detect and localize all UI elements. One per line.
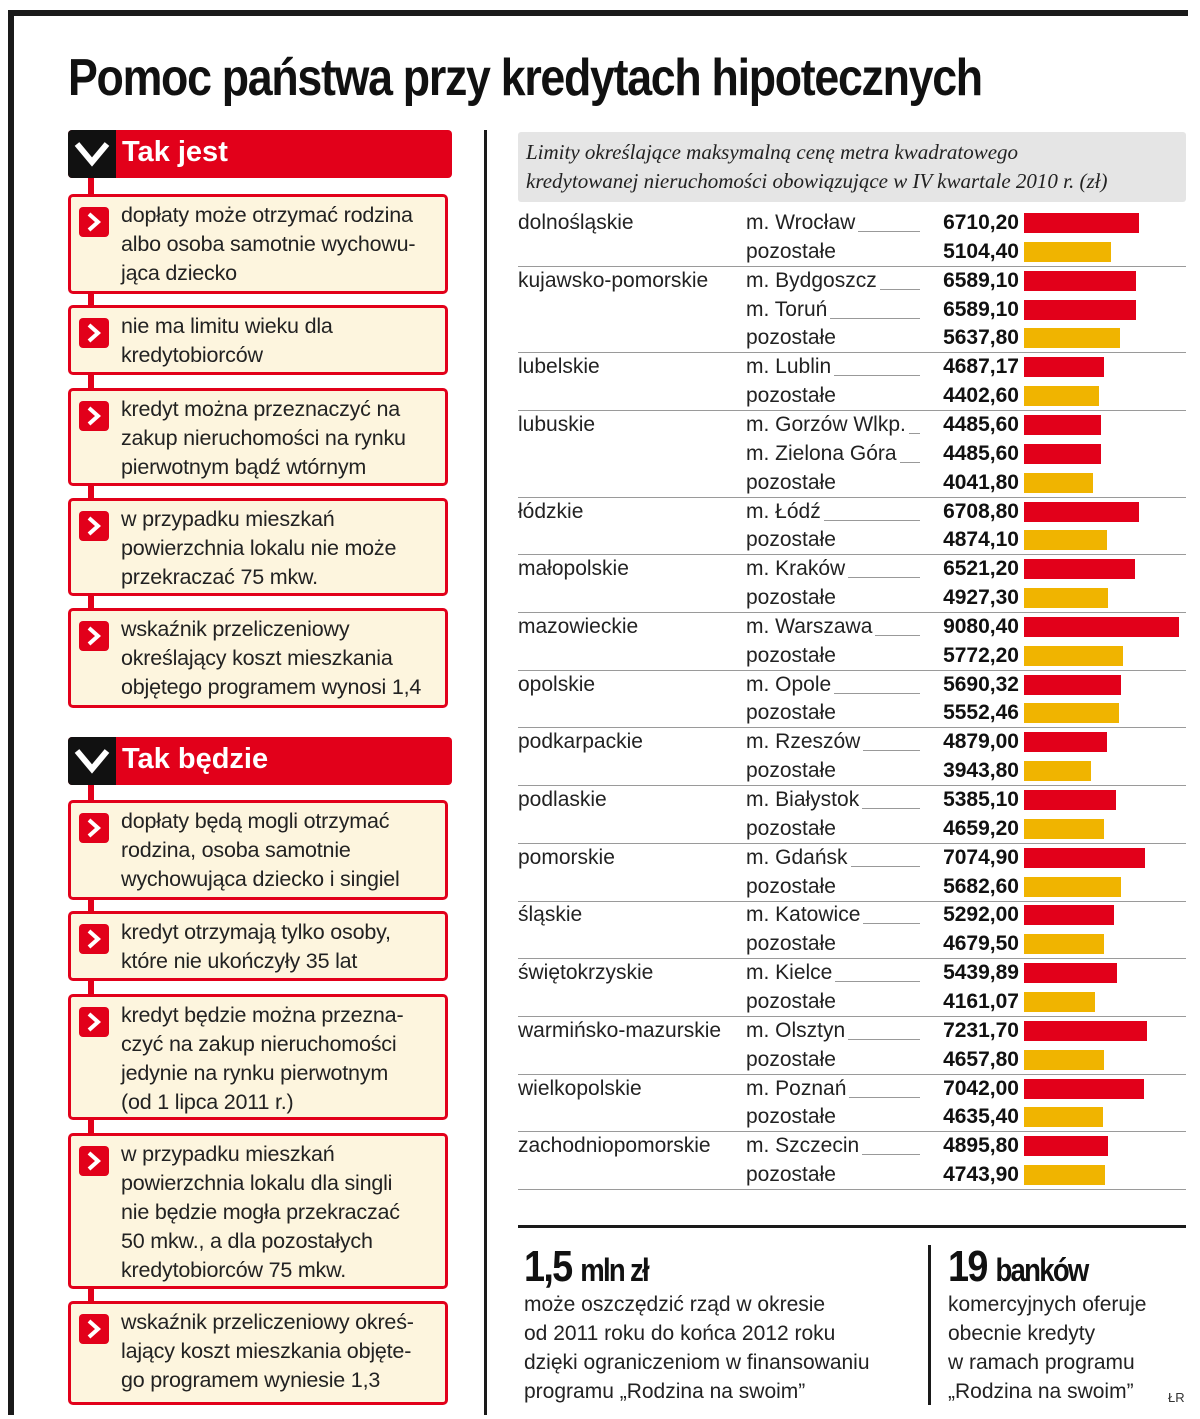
data-label: 4927,30 xyxy=(920,586,1019,610)
data-label: 4161,07 xyxy=(920,990,1019,1014)
table-row xyxy=(518,757,1186,786)
other-bar xyxy=(1024,1165,1105,1185)
table-row xyxy=(518,1046,1186,1075)
table-row xyxy=(518,613,1186,642)
table-row xyxy=(518,815,1186,844)
area-label: m. Wrocław xyxy=(746,211,858,235)
info-box xyxy=(68,994,448,1120)
other-bar xyxy=(1024,877,1121,897)
info-box-text: w przypadku mieszkań powierzchnia lokalu dla singli nie będzie mogła przekraczać 50 mkw., a dla pozostałych kredytobiorców 75 mkw. xyxy=(121,1142,400,1282)
voivodeship-label: zachodniopomorskie xyxy=(518,1134,711,1158)
table-row xyxy=(518,353,1186,382)
other-bar xyxy=(1024,761,1091,781)
other-bar xyxy=(1024,1050,1104,1070)
city-bar xyxy=(1024,502,1139,522)
stat-divider xyxy=(928,1245,931,1405)
data-label: 5772,20 xyxy=(920,644,1019,668)
table-row xyxy=(518,930,1186,959)
data-label: 4879,00 xyxy=(920,730,1019,754)
section-heading xyxy=(68,737,452,785)
data-label: 4485,60 xyxy=(920,442,1019,466)
area-label: m. Rzeszów xyxy=(746,730,863,754)
chevron-right-icon xyxy=(79,1146,109,1176)
chevron-right-icon xyxy=(79,207,109,237)
data-label: 4402,60 xyxy=(920,384,1019,408)
area-label: m. Bydgoszcz xyxy=(746,269,880,293)
data-label: 9080,40 xyxy=(920,615,1019,639)
area-label: pozostałe xyxy=(746,384,839,408)
info-box xyxy=(68,194,448,294)
area-label: pozostałe xyxy=(746,932,839,956)
data-label: 5292,00 xyxy=(920,903,1019,927)
area-label: m. Zielona Góra xyxy=(746,442,900,466)
data-label: 6521,20 xyxy=(920,557,1019,581)
table-row xyxy=(518,411,1186,440)
stat-savings-figure xyxy=(524,1242,821,1292)
table-row xyxy=(518,324,1186,353)
data-label: 5385,10 xyxy=(920,788,1019,812)
voivodeship-label: opolskie xyxy=(518,672,596,696)
other-bar xyxy=(1024,992,1095,1012)
data-label: 4635,40 xyxy=(920,1105,1019,1129)
table-row xyxy=(518,584,1186,613)
data-label: 6589,10 xyxy=(920,298,1019,322)
area-label: pozostałe xyxy=(746,326,839,350)
city-bar xyxy=(1024,1021,1147,1041)
table-row xyxy=(518,671,1186,700)
chevron-right-icon xyxy=(79,813,109,843)
city-bar xyxy=(1024,213,1139,233)
city-bar xyxy=(1024,271,1136,291)
data-label: 6589,10 xyxy=(920,269,1019,293)
other-bar xyxy=(1024,819,1104,839)
data-label: 4679,50 xyxy=(920,932,1019,956)
voivodeship-label: śląskie xyxy=(518,903,583,927)
chart-title: Limity określające maksymalną cenę metra kwadratowego kredytowanej nieruchomości obowiązujące w IV kwartale 2010 r. (zł) xyxy=(526,140,1108,193)
other-bar xyxy=(1024,703,1119,723)
bottom-rule xyxy=(518,1225,1186,1228)
stat-banks-unit: banków xyxy=(995,1252,1088,1288)
frame-left-rule xyxy=(8,10,14,1415)
table-row xyxy=(518,699,1186,728)
table-row xyxy=(518,440,1186,469)
data-label: 4657,80 xyxy=(920,1048,1019,1072)
table-row xyxy=(518,526,1186,555)
info-box-text: nie ma limitu wieku dla kredytobiorców xyxy=(121,314,333,367)
voivodeship-label: lubelskie xyxy=(518,355,600,379)
area-label: pozostałe xyxy=(746,759,839,783)
area-label: pozostałe xyxy=(746,701,839,725)
data-label: 5104,40 xyxy=(920,240,1019,264)
area-label: m. Kielce xyxy=(746,961,835,985)
area-label: pozostałe xyxy=(746,528,839,552)
table-row xyxy=(518,209,1186,238)
voivodeship-label: świętokrzyskie xyxy=(518,961,654,985)
voivodeship-label: kujawsko-pomorskie xyxy=(518,268,709,292)
data-label: 6710,20 xyxy=(920,211,1019,235)
voivodeship-label: dolnośląskie xyxy=(518,211,634,234)
stat-savings-unit: mln zł xyxy=(580,1252,648,1288)
city-bar xyxy=(1024,905,1114,925)
data-label: 4687,17 xyxy=(920,355,1019,379)
table-row xyxy=(518,988,1186,1017)
area-label: pozostałe xyxy=(746,240,839,264)
data-label: 4041,80 xyxy=(920,471,1019,495)
data-label: 5637,80 xyxy=(920,326,1019,350)
area-label: pozostałe xyxy=(746,1105,839,1129)
table-row xyxy=(518,642,1186,671)
other-bar xyxy=(1024,386,1099,406)
info-box-text: kredyt można przeznaczyć na zakup nieruchomości na rynku pierwotnym bądź wtórnym xyxy=(121,397,406,479)
data-label: 5439,89 xyxy=(920,961,1019,985)
info-box-text: dopłaty będą mogli otrzymać rodzina, osoba samotnie wychowująca dziecko i singiel xyxy=(121,809,400,891)
info-box-text: w przypadku mieszkań powierzchnia lokalu nie może przekraczać 75 mkw. xyxy=(121,507,397,589)
info-box-text: dopłaty może otrzymać rodzina albo osoba samotnie wychowu- jąca dziecko xyxy=(121,203,416,285)
info-box-text: kredyt będzie można przezna- czyć na zakup nieruchomości jedynie na rynku pierwotnym (od 1 lipca 2011 r.) xyxy=(121,1003,404,1114)
data-label: 4743,90 xyxy=(920,1163,1019,1187)
area-label: pozostałe xyxy=(746,1163,839,1187)
other-bar xyxy=(1024,473,1093,493)
area-label: m. Szczecin xyxy=(746,1134,862,1158)
chevron-right-icon xyxy=(79,318,109,348)
chevron-down-icon xyxy=(68,737,116,785)
table-row xyxy=(518,901,1186,930)
other-bar xyxy=(1024,646,1123,666)
voivodeship-label: łódzkie xyxy=(518,499,584,523)
section-heading-label: Tak będzie xyxy=(122,743,269,775)
voivodeship-label: warmińsko-mazurskie xyxy=(518,1018,722,1042)
voivodeship-label: podlaskie xyxy=(518,788,607,811)
area-label: m. Kraków xyxy=(746,557,848,581)
info-box xyxy=(68,305,448,375)
area-label: pozostałe xyxy=(746,817,839,841)
table-row xyxy=(518,1103,1186,1132)
chevron-right-icon xyxy=(79,1007,109,1037)
voivodeship-label: wielkopolskie xyxy=(518,1076,642,1100)
city-bar xyxy=(1024,415,1101,435)
area-label: pozostałe xyxy=(746,875,839,899)
area-label: m. Łódź xyxy=(746,500,824,524)
info-box-text: wskaźnik przeliczeniowy okreś- lający koszt mieszkania objęte- go programem wyniesie 1,3 xyxy=(121,1310,414,1392)
city-bar xyxy=(1024,559,1135,579)
area-label: m. Warszawa xyxy=(746,615,875,639)
page-title: Pomoc państwa przy kredytach hipotecznych xyxy=(68,49,982,107)
city-bar xyxy=(1024,963,1117,983)
data-label: 5552,46 xyxy=(920,701,1019,725)
info-box xyxy=(68,608,448,708)
data-label: 7042,00 xyxy=(920,1077,1019,1101)
area-label: m. Gdańsk xyxy=(746,846,851,870)
other-bar xyxy=(1024,1107,1103,1127)
city-bar xyxy=(1024,732,1107,752)
info-box xyxy=(68,1133,448,1289)
credit: ŁR xyxy=(1168,1390,1185,1405)
section-heading-label: Tak jest xyxy=(122,136,228,168)
info-box xyxy=(68,498,448,596)
table-row xyxy=(518,238,1186,267)
city-bar xyxy=(1024,1136,1108,1156)
stat-banks-figure xyxy=(948,1242,1119,1292)
frame-top-rule xyxy=(8,10,1188,16)
group-separator xyxy=(518,1189,1186,1190)
table-row xyxy=(518,382,1186,411)
data-label: 3943,80 xyxy=(920,759,1019,783)
data-label: 4874,10 xyxy=(920,528,1019,552)
info-box xyxy=(68,388,448,486)
stat-savings-number: 1,5 xyxy=(524,1242,572,1291)
data-label: 5690,32 xyxy=(920,673,1019,697)
data-label: 4485,60 xyxy=(920,413,1019,437)
chevron-right-icon xyxy=(79,401,109,431)
area-label: m. Gorzów Wlkp. xyxy=(746,413,909,437)
data-label: 5682,60 xyxy=(920,875,1019,899)
table-row xyxy=(518,498,1186,527)
info-box-text: wskaźnik przeliczeniowy określający koszt mieszkania objętego programem wynosi 1,4 xyxy=(121,617,422,699)
voivodeship-label: małopolskie xyxy=(518,557,629,581)
section-heading xyxy=(68,130,452,178)
table-row xyxy=(518,1075,1186,1104)
city-bar xyxy=(1024,1079,1144,1099)
info-box xyxy=(68,800,448,900)
table-row xyxy=(518,1161,1186,1190)
city-bar xyxy=(1024,848,1145,868)
city-bar xyxy=(1024,300,1136,320)
area-label: pozostałe xyxy=(746,471,839,495)
info-box xyxy=(68,1301,448,1405)
city-bar xyxy=(1024,617,1179,637)
table-row xyxy=(518,296,1186,325)
other-bar xyxy=(1024,588,1108,608)
stat-banks-text: komercyjnych oferuje obecnie kredyty w ramach programu „Rodzina na swoim” xyxy=(948,1293,1147,1403)
chevron-right-icon xyxy=(79,621,109,651)
city-bar xyxy=(1024,357,1104,377)
table-row xyxy=(518,267,1186,296)
area-label: pozostałe xyxy=(746,990,839,1014)
area-label: m. Olsztyn xyxy=(746,1019,848,1043)
other-bar xyxy=(1024,328,1120,348)
data-label: 7231,70 xyxy=(920,1019,1019,1043)
data-label: 6708,80 xyxy=(920,500,1019,524)
column-divider xyxy=(484,130,487,1415)
city-bar xyxy=(1024,790,1116,810)
chevron-right-icon xyxy=(79,924,109,954)
table-row xyxy=(518,1132,1186,1161)
voivodeship-label: pomorskie xyxy=(518,845,615,869)
table-row xyxy=(518,844,1186,873)
info-box xyxy=(68,911,448,981)
voivodeship-label: podkarpackie xyxy=(518,730,643,754)
table-header xyxy=(518,132,1186,202)
city-bar xyxy=(1024,675,1121,695)
area-label: m. Opole xyxy=(746,673,834,697)
area-label: pozostałe xyxy=(746,644,839,668)
chevron-down-icon xyxy=(68,130,116,178)
stat-savings-text: może oszczędzić rząd w okresie od 2011 roku do końca 2012 roku dzięki ograniczeniom w finansowaniu programu „Rodzina na swoim” xyxy=(524,1293,870,1403)
table-row xyxy=(518,873,1186,902)
other-bar xyxy=(1024,934,1104,954)
stat-banks-number: 19 xyxy=(948,1242,987,1291)
table-row xyxy=(518,959,1186,988)
table-row xyxy=(518,786,1186,815)
table-row xyxy=(518,1017,1186,1046)
chevron-right-icon xyxy=(79,1314,109,1344)
info-box-text: kredyt otrzymają tylko osoby, które nie ukończyły 35 lat xyxy=(121,920,391,973)
city-bar xyxy=(1024,444,1101,464)
chevron-right-icon xyxy=(79,511,109,541)
table-row xyxy=(518,469,1186,498)
area-label: m. Toruń xyxy=(746,298,830,322)
data-label: 4659,20 xyxy=(920,817,1019,841)
table-row xyxy=(518,728,1186,757)
area-label: pozostałe xyxy=(746,1048,839,1072)
area-label: m. Poznań xyxy=(746,1077,849,1101)
stat-savings xyxy=(524,1242,870,1406)
area-label: m. Lublin xyxy=(746,355,834,379)
other-bar xyxy=(1024,242,1111,262)
data-label: 7074,90 xyxy=(920,846,1019,870)
stat-banks xyxy=(948,1242,1146,1406)
voivodeship-label: lubuskie xyxy=(518,412,596,436)
area-label: m. Katowice xyxy=(746,903,863,927)
area-label: m. Białystok xyxy=(746,788,862,812)
voivodeship-label: mazowieckie xyxy=(518,614,639,638)
area-label: pozostałe xyxy=(746,586,839,610)
other-bar xyxy=(1024,530,1107,550)
table-row xyxy=(518,555,1186,584)
data-label: 4895,80 xyxy=(920,1134,1019,1158)
